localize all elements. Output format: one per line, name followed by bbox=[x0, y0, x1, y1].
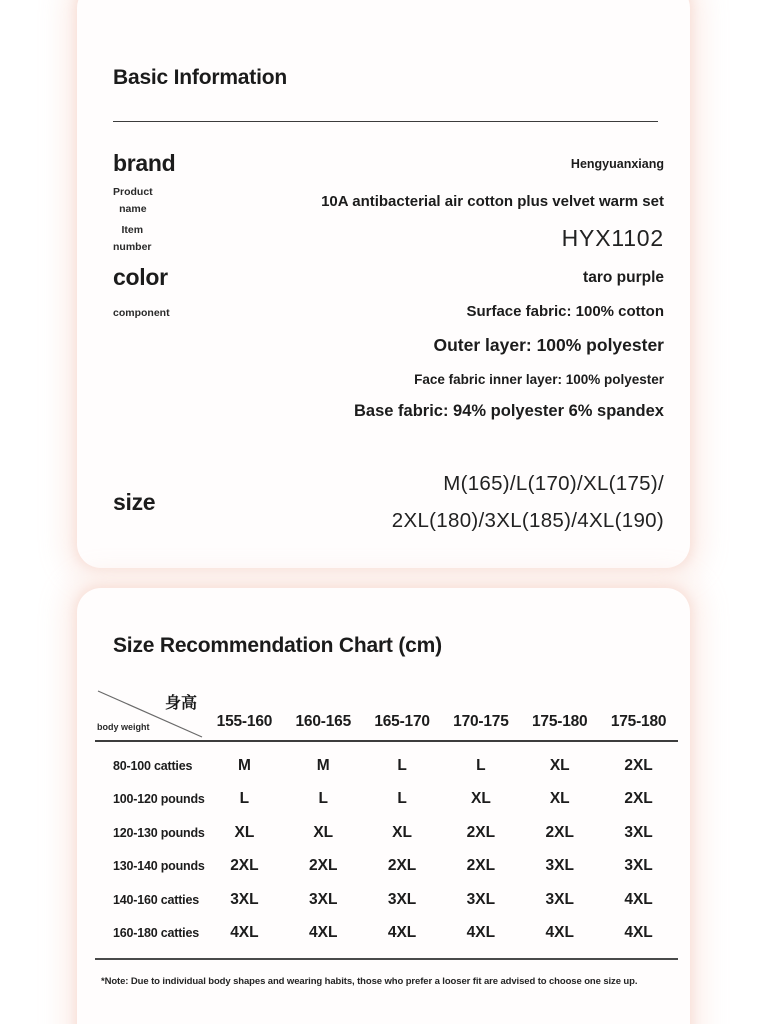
table-row bbox=[95, 816, 678, 850]
row-label: 140-160 catties bbox=[113, 892, 199, 907]
size-cell: 3XL bbox=[466, 890, 496, 908]
size-cell: L bbox=[239, 790, 250, 808]
color-label: color bbox=[113, 264, 168, 291]
size-cell: 4XL bbox=[624, 890, 653, 908]
column-header: 175-180 bbox=[610, 713, 667, 730]
table-row bbox=[95, 850, 678, 884]
size-cell: 2XL bbox=[624, 790, 653, 808]
size-cell: 3XL bbox=[230, 890, 259, 908]
brand-label: brand bbox=[113, 150, 176, 176]
body-weight-label: body weight bbox=[97, 722, 150, 732]
row-label: 120-130 pounds bbox=[113, 825, 205, 840]
size-cell: 4XL bbox=[624, 924, 653, 942]
basic-info-title: Basic Information bbox=[113, 66, 287, 89]
size-cell: 3XL bbox=[545, 890, 574, 908]
component-row bbox=[113, 303, 664, 421]
size-cell: 2XL bbox=[466, 857, 496, 875]
table-row bbox=[95, 749, 678, 783]
size-cell: 4XL bbox=[230, 924, 259, 942]
basic-info-card bbox=[77, 0, 690, 568]
size-cell: XL bbox=[234, 823, 255, 841]
row-label: 130-140 pounds bbox=[113, 859, 205, 874]
component-label: component bbox=[113, 307, 170, 320]
size-cell: 2XL bbox=[230, 857, 259, 875]
size-cell: L bbox=[397, 756, 407, 774]
component-values bbox=[170, 303, 664, 421]
size-cell: 3XL bbox=[545, 857, 574, 875]
size-cell: XL bbox=[313, 823, 334, 841]
item-number-label: Item number bbox=[113, 223, 152, 253]
row-label: 80-100 catties bbox=[113, 758, 193, 773]
size-value: M(165)/L(170)/XL(175)/ 2XL(180)/3XL(185)/4XL(190) bbox=[391, 472, 664, 533]
height-label: 身高 bbox=[164, 695, 197, 712]
component-line: Base fabric: 94% polyester 6% spandex bbox=[354, 402, 664, 421]
size-cell: 2XL bbox=[624, 756, 653, 774]
size-cell: 2XL bbox=[309, 857, 338, 875]
title-underline bbox=[113, 121, 658, 122]
size-chart-body bbox=[95, 749, 678, 950]
size-cell: L bbox=[476, 756, 486, 774]
size-label: size bbox=[113, 488, 156, 515]
size-cell: 2XL bbox=[545, 823, 574, 841]
size-cell: M bbox=[237, 756, 251, 774]
column-header: 165-170 bbox=[374, 713, 430, 730]
size-cell: XL bbox=[549, 790, 570, 808]
size-cell: 2XL bbox=[466, 823, 496, 841]
size-cell: 4XL bbox=[466, 924, 496, 942]
size-chart-title: Size Recommendation Chart (cm) bbox=[113, 634, 442, 657]
column-header: 160-165 bbox=[295, 713, 351, 730]
size-cell: 2XL bbox=[387, 857, 417, 875]
item-number-value: HYX1102 bbox=[561, 225, 664, 252]
component-line: Surface fabric: 100% cotton bbox=[466, 303, 664, 321]
size-cell: L bbox=[397, 790, 407, 808]
color-value: taro purple bbox=[583, 268, 664, 286]
size-cell: XL bbox=[470, 790, 491, 808]
product-name-row bbox=[113, 184, 664, 219]
table-bottom-rule bbox=[95, 958, 678, 960]
table-row bbox=[95, 883, 678, 917]
size-cell: 4XL bbox=[309, 924, 338, 942]
size-cell: 4XL bbox=[545, 924, 574, 942]
color-row bbox=[113, 264, 664, 291]
size-row bbox=[113, 465, 664, 539]
product-name-label: Product name bbox=[113, 186, 153, 216]
brand-value: Hengyuanxiang bbox=[570, 156, 664, 171]
size-cell: 3XL bbox=[624, 857, 653, 875]
item-number-row bbox=[113, 222, 664, 257]
size-chart-table bbox=[95, 686, 678, 960]
size-cell: XL bbox=[549, 756, 570, 774]
size-cell: 4XL bbox=[387, 924, 417, 942]
component-line: Face fabric inner layer: 100% polyester bbox=[414, 372, 664, 388]
column-header: 175-180 bbox=[531, 713, 588, 730]
size-cell: 3XL bbox=[309, 890, 338, 908]
row-label: 160-180 catties bbox=[113, 926, 199, 941]
header-rule bbox=[95, 740, 678, 742]
size-chart-card bbox=[77, 588, 690, 1024]
size-cell: M bbox=[316, 756, 330, 774]
size-chart-header-row bbox=[95, 686, 678, 740]
table-row bbox=[95, 917, 678, 951]
column-header: 170-175 bbox=[453, 713, 509, 730]
size-cell: XL bbox=[392, 823, 412, 841]
table-row bbox=[95, 783, 678, 817]
row-label: 100-120 pounds bbox=[113, 792, 205, 807]
size-cell: 3XL bbox=[624, 823, 653, 841]
column-header: 155-160 bbox=[216, 713, 273, 730]
size-chart-note: *Note: Due to individual body shapes and wearing habits, those who prefer a looser fit are advised to choose one size up. bbox=[101, 976, 638, 987]
product-name-value: 10A antibacterial air cotton plus velvet warm set bbox=[321, 192, 664, 210]
header-corner-cell bbox=[95, 686, 205, 740]
size-cell: L bbox=[318, 790, 328, 808]
brand-row bbox=[113, 150, 664, 177]
size-cell: 3XL bbox=[387, 890, 417, 908]
component-line: Outer layer: 100% polyester bbox=[433, 335, 664, 356]
